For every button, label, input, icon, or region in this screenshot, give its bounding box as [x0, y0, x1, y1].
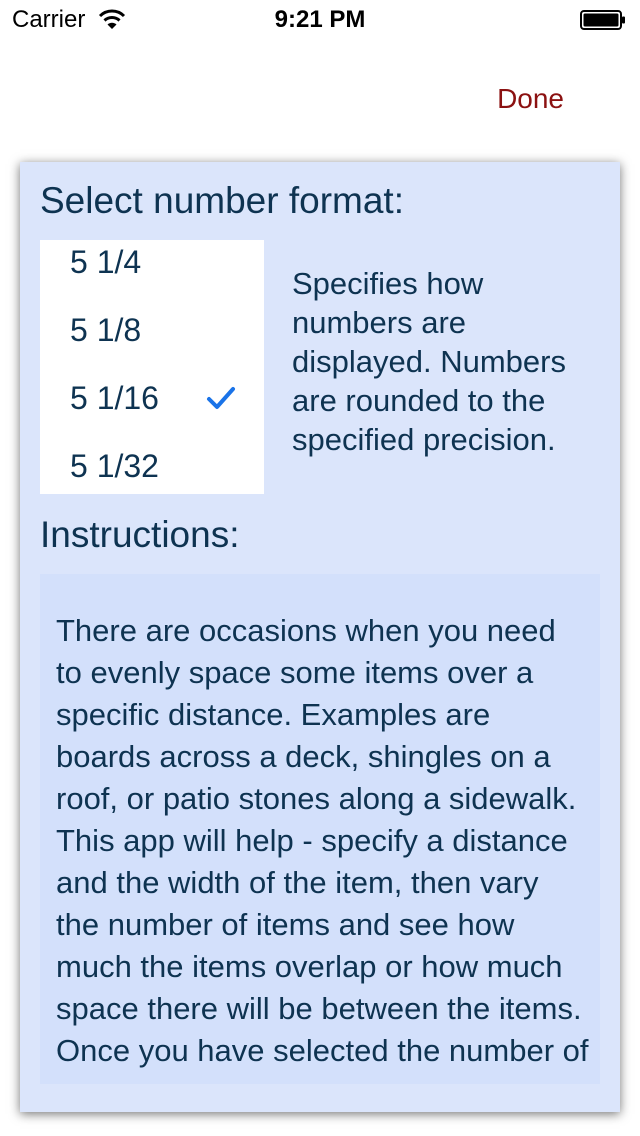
- instructions-text-view[interactable]: [40, 574, 600, 1084]
- status-bar: [0, 0, 640, 40]
- format-option-label: 5 1/32: [70, 448, 159, 484]
- settings-panel: [20, 162, 620, 1112]
- battery-icon: [580, 10, 626, 30]
- clock: 9:21 PM: [274, 6, 366, 33]
- instructions-title: Instructions:: [40, 514, 240, 555]
- format-option[interactable]: [40, 432, 264, 494]
- number-format-title: Select number format:: [40, 180, 404, 221]
- format-option-label: 5 1/4: [70, 244, 142, 280]
- format-option[interactable]: [40, 240, 264, 296]
- format-option[interactable]: [40, 296, 264, 364]
- format-option-selected[interactable]: [40, 364, 264, 432]
- checkmark-icon: [206, 386, 236, 410]
- number-format-description: Specifies how numbers are displayed. Numbers are rounded to the specified precision.: [292, 266, 566, 457]
- instructions-text: There are occasions when you need to evenly space some items over a specific distance. Examples are boards across a deck, shingles on a roof, or patio stones along a sidewalk. This app will help - specify a distance and the width of the item, then vary the number of items and see how much the items overlap or how much space there will be between the items. Once you have selected the number of: [56, 613, 589, 1068]
- format-option-label: 5 1/16: [70, 380, 159, 416]
- number-format-picker[interactable]: [40, 240, 264, 494]
- format-option-label: 5 1/8: [70, 312, 142, 348]
- done-button[interactable]: Done: [497, 83, 564, 114]
- carrier-label: Carrier: [12, 6, 86, 33]
